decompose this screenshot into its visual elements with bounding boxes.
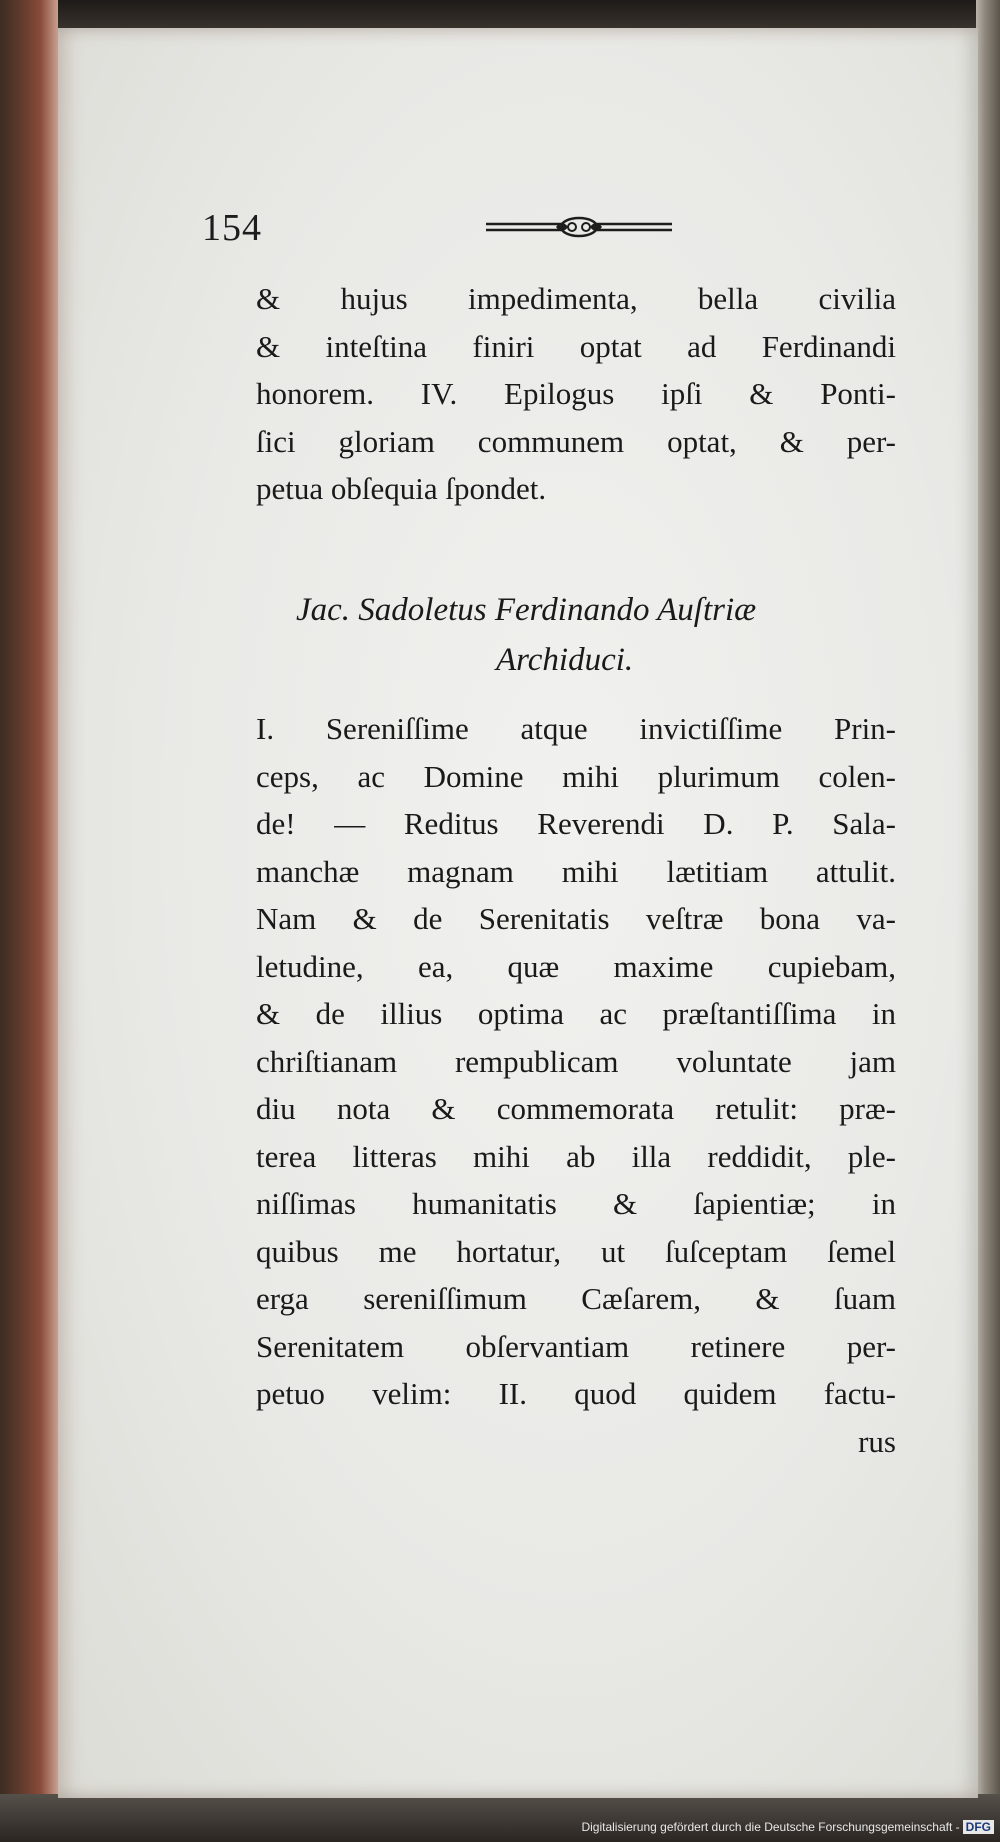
text-line: Nam & de Serenitatis veſtræ bona va- [256, 901, 896, 936]
text-line: manchæ magnam mihi lætitiam attulit. [256, 853, 896, 889]
paragraph-summary-end [256, 275, 896, 513]
scan-top-edge [0, 0, 1000, 30]
text-line: ſici gloriam communem optat, & per- [256, 423, 896, 459]
text-line: erga sereniſſimum Cæſarem, & ſuam [256, 1281, 896, 1316]
page-header [200, 200, 920, 260]
text-line: petuo velim: II. quod quidem factu- [256, 1376, 896, 1411]
text-line: & de illius optima ac præſtantiſſima in [256, 996, 896, 1031]
text-line: chriſtianam rempublicam voluntate jam [256, 1043, 896, 1079]
decorative-rule-ornament-icon [486, 212, 672, 242]
book-binding [0, 0, 58, 1842]
text-line: petua obſequia ſpondet. [256, 471, 547, 506]
text-line: terea litteras mihi ab illa reddidit, ple- [256, 1138, 896, 1174]
scan-bottom-edge [0, 1794, 1000, 1842]
text-line: ceps, ac Domine mihi plurimum colen- [256, 758, 896, 794]
letter-body [256, 705, 896, 1465]
text-line: niſſimas humanitatis & ſapientiæ; in [256, 1186, 896, 1221]
text-line: & inteſtina finiri optat ad Ferdinandi [256, 328, 896, 364]
text-line: diu nota & commemorata retulit: præ- [256, 1091, 896, 1126]
text-line: Serenitatem obſervantiam retinere per- [256, 1328, 896, 1364]
digitization-credit-text: Digitalisierung gefördert durch die Deutsche Forschungsgemeinschaft - [581, 1820, 960, 1834]
catchword: rus [858, 1423, 896, 1459]
digitization-credit [581, 1820, 994, 1834]
page-stack-edge [976, 0, 1000, 1842]
text-line: de! — Reditus Reverendi D. P. Sala- [256, 806, 896, 841]
letter-heading-line-1: Jac. Sadoletus Ferdinando Auſtriæ [296, 592, 757, 628]
text-line: letudine, ea, quæ maxime cupiebam, [256, 948, 896, 984]
letter-heading [256, 585, 896, 685]
letter-heading-line-2: Archiduci. [496, 642, 634, 678]
text-line: honorem. IV. Epilogus ipſi & Ponti- [256, 376, 896, 411]
text-line: quibus me hortatur, ut ſuſceptam ſemel [256, 1233, 896, 1269]
page-number: 154 [202, 207, 262, 249]
dfg-logo-icon: DFG [963, 1820, 994, 1834]
text-line: & hujus impedimenta, bella civilia [256, 281, 896, 316]
text-line: I. Sereniſſime atque invictiſſime Prin- [256, 711, 896, 746]
